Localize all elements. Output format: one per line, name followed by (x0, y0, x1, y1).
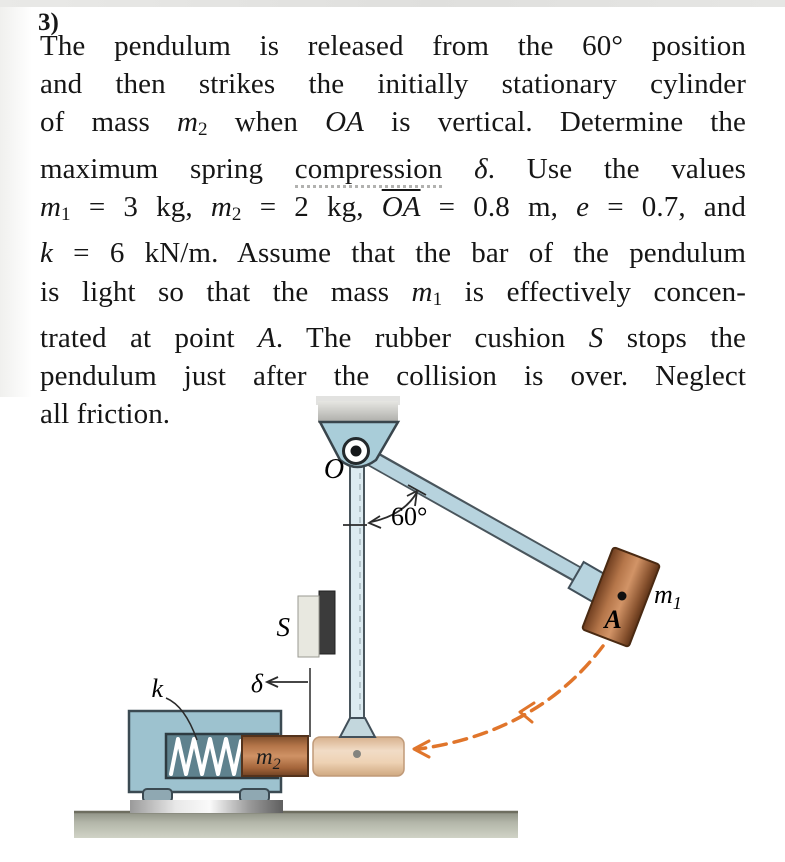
text-segment: = 2 kg, (241, 191, 382, 224)
text-segment: δ (474, 152, 488, 185)
swing-path-arrowhead-mid (520, 703, 534, 722)
text-segment: m (411, 275, 433, 308)
pendulum-spring-diagram (0, 390, 785, 862)
scan-artifact-left-band (0, 7, 38, 397)
base-plate (130, 800, 283, 813)
cushion-dark-pad (319, 591, 335, 654)
angle-label: 60° (391, 502, 428, 531)
text-segment: stops the (603, 322, 746, 355)
text-line-6 (40, 234, 746, 272)
text-segment: pendulum just after the collision is over. Neglect (40, 360, 746, 393)
text-segment: = 0.8 m, (420, 191, 577, 224)
point-A-label: A (604, 605, 622, 634)
text-segment: = 6 kN/m. Assume that the bar of the pendulum (52, 237, 746, 270)
text-segment: e (576, 191, 590, 224)
text-segment: and then strikes the initially stationary cylinder (40, 68, 746, 101)
text-segment: is light so that the mass (40, 275, 412, 308)
text-segment: = 0.7, and (589, 191, 746, 224)
cushion-light-pad (298, 596, 319, 657)
text-segment: of mass (40, 106, 177, 139)
text-segment: 1 (432, 288, 443, 310)
problem-text (40, 27, 746, 434)
text-segment: maximum spring (40, 152, 295, 185)
text-segment (442, 153, 474, 185)
pivot-pin (351, 446, 362, 457)
text-segment: $\overline{OA}$ (381, 191, 421, 224)
swing-path-arc (419, 646, 603, 749)
text-line-5 (40, 188, 746, 234)
text-segment: 2 (231, 204, 242, 226)
text-line-7 (40, 273, 746, 319)
text-segment: . The rubber cushion (275, 322, 589, 355)
text-line-3 (40, 103, 746, 149)
text-segment: 1 (61, 204, 71, 226)
text-segment: when (207, 106, 326, 139)
mass1-label (654, 580, 682, 613)
text-line-2 (40, 65, 746, 103)
text-line-4 (40, 150, 746, 188)
text-segment: k (40, 237, 53, 270)
text-segment: trated at point (40, 322, 258, 355)
spring-constant-label: k (151, 674, 163, 703)
problem-number: 3) (38, 9, 59, 36)
cushion-label: S (276, 612, 290, 642)
text-segment: m (210, 191, 232, 224)
text-segment: compression (295, 153, 443, 188)
text-segment: m (40, 191, 62, 224)
text-line-8 (40, 319, 746, 357)
ceiling-mount (318, 401, 398, 423)
ground (74, 812, 518, 838)
text-segment: . Use the values (487, 152, 746, 185)
pivot-label: O (323, 454, 345, 485)
text-segment: all friction. (40, 398, 171, 431)
text-segment: is vertical. Determine the (363, 106, 746, 139)
phantom-cylinder-dot (353, 750, 361, 758)
text-segment: A (258, 322, 276, 355)
text-segment: is effectively concen- (442, 275, 746, 308)
mass1-base: m (654, 580, 673, 609)
text-segment: The pendulum is released from the 60° position (40, 30, 746, 62)
scan-artifact-top-band (0, 0, 785, 7)
point-A-dot (618, 592, 627, 601)
text-segment: m (176, 106, 198, 139)
text-segment: = 3 kg, (70, 191, 211, 224)
text-line-1 (40, 27, 746, 65)
bar-foot (340, 718, 375, 737)
mass1-sub: 1 (672, 593, 682, 613)
delta-label: δ (250, 669, 263, 698)
text-segment: S (588, 322, 604, 355)
text-segment: 2 (198, 119, 208, 141)
text-segment: OA (325, 106, 364, 139)
mass2-base: m (256, 744, 273, 769)
mass2-sub: 2 (272, 756, 281, 773)
